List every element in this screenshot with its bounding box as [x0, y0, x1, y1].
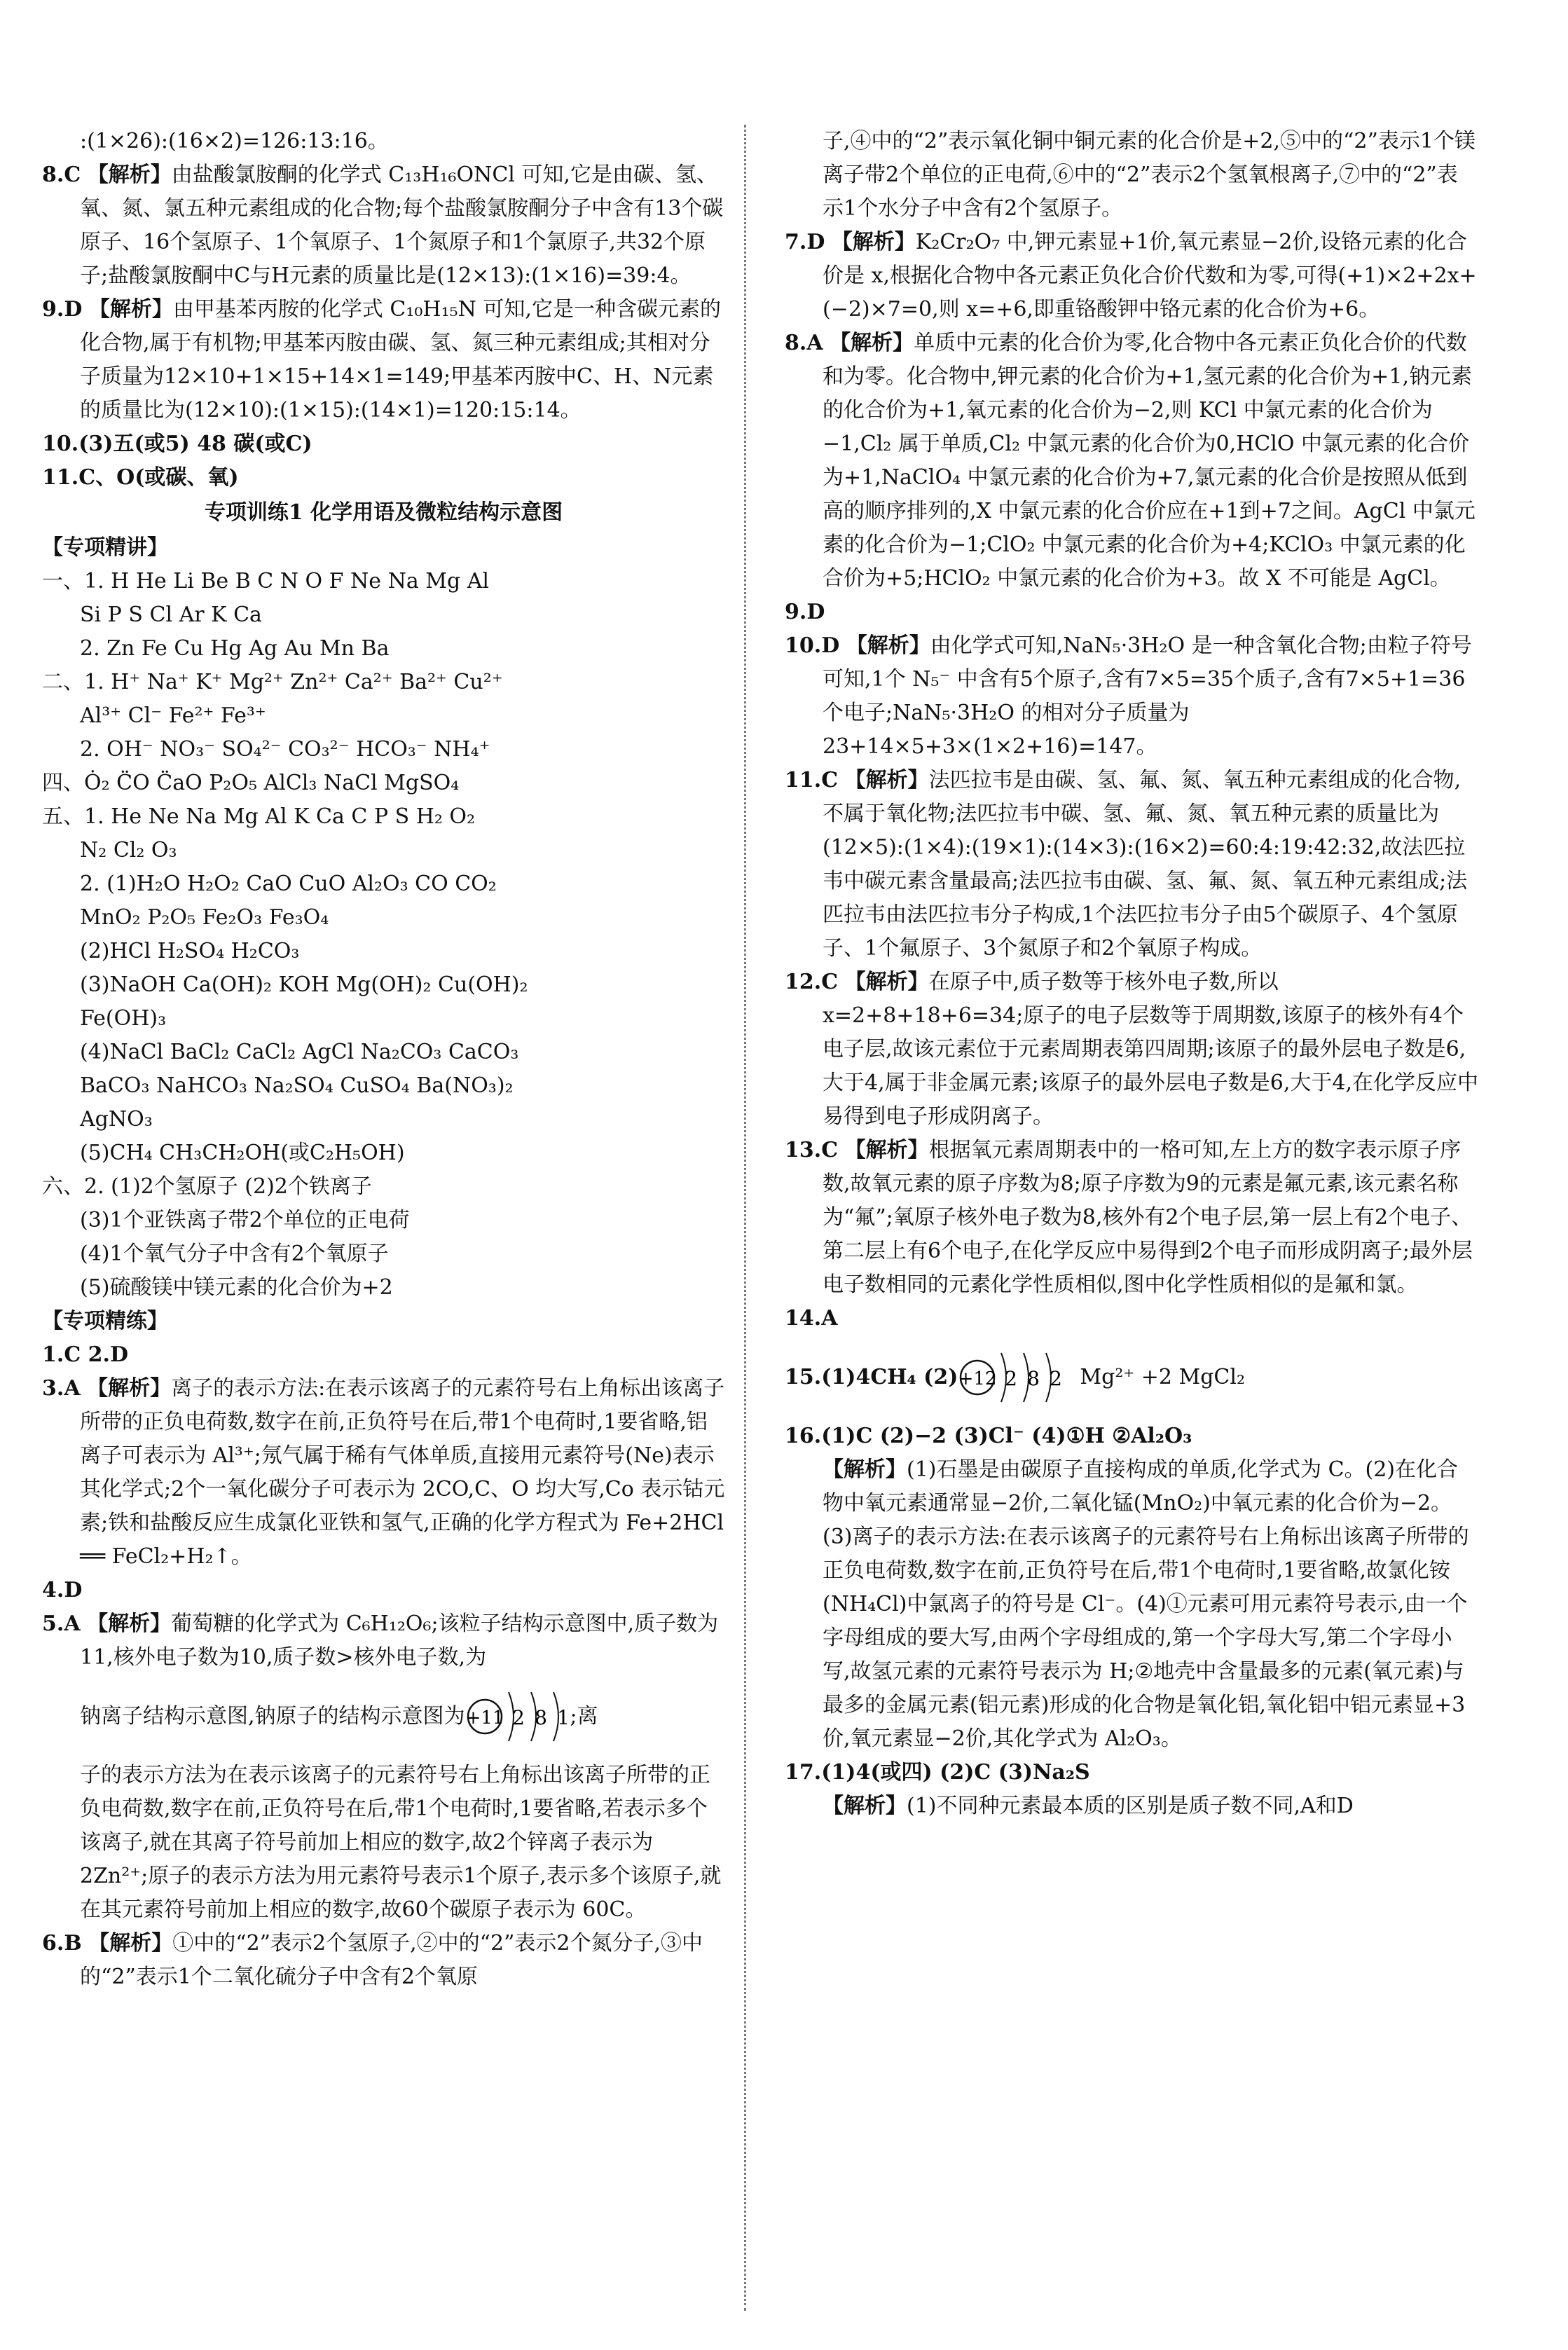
shell-electrons: 2 — [1005, 1367, 1018, 1390]
magnesium-ion-diagram — [958, 1339, 1063, 1416]
analysis-tag: 【解析】 — [846, 633, 930, 658]
answer-17: 17.(1)4(或四) (2)C (3)Na₂S — [785, 1760, 1090, 1785]
elements-line-2: Si P S Cl Ar K Ca — [80, 603, 262, 627]
answer-6-cont: 子,④中的“2”表示氧化铜中铜元素的化合价是+2,⑤中的“2”表示1个镁离子带2个单位的正电荷,⑥中的“2”表示2个氢氧根离子,⑦中的“2”表示1个水分子中含有2个氢原子。 — [823, 129, 1476, 221]
formula-line-11: (5)CH₄ CH₃CH₂OH(或C₂H₅OH) — [80, 1141, 405, 1165]
answer-10: 10.(3)五(或5) 48 碳(或C) — [42, 432, 312, 456]
subsection-jiangjie: 【专项精讲】 — [42, 535, 168, 560]
formula-line-4: MnO₂ P₂O₅ Fe₂O₃ Fe₃O₄ — [80, 905, 329, 930]
analysis-tag: 【解析】 — [830, 331, 914, 355]
formula-line-5: (2)HCl H₂SO₄ H₂CO₃ — [80, 939, 300, 963]
right-column — [785, 125, 1478, 1823]
analysis-tag: 【解析】 — [87, 1376, 172, 1401]
answer-10: 10.D 【解析】由化学式可知,NaN₅·3H₂O 是一种含氧化合物;由粒子符号可知,1个 N₅⁻ 中含有5个原子,含有7×5=35个质子,含有7×5+1=36个电子;NaN₅·3H₂O 的相对分子质量为23+14×5+3×(1×2+16)=147。 — [785, 633, 1472, 759]
answer-13: 13.C 【解析】根据氧元素周期表中的一格可知,左上方的数字表示原子序数,故氧元素的原子序数为8;原子序数为9的元素是氟元素,该元素名称为“氟”;氧原子核外电子数为8,核外有2个电子层,第一层上有2个电子、第二层上有6个电子,在化学反应中易得到2个电子而形成阴离子;最外层电子数相同的元素化学性质相似,图中化学性质相似的是氟和氯。 — [785, 1138, 1473, 1297]
meaning-line-4: (5)硫酸镁中镁元素的化合价为+2 — [80, 1275, 393, 1300]
answer-17-analysis: 【解析】(1)不同种元素最本质的区别是质子数不同,A和D — [823, 1794, 1354, 1818]
analysis-tag: 【解析】 — [844, 768, 929, 792]
analysis-tag: 【解析】 — [844, 1138, 929, 1162]
formula-line-1: 五、1. He Ne Na Mg Al K Ca C P S H₂ O₂ — [42, 804, 476, 829]
left-column — [42, 125, 725, 1994]
shell-electrons: 2 — [1050, 1367, 1063, 1390]
ions-line-2: Al³⁺ Cl⁻ Fe²⁺ Fe³⁺ — [80, 703, 266, 728]
answer-5-cont: 子的表示方法为在表示该离子的元素符号右上角标出该离子所带的正负电荷数,数字在前,正负符号在后,带1个电荷时,1要省略,若表示多个该离子,就在其离子符号前加上相应的数字,故2个锌离子表示为 2Zn²⁺;原子的表示方法为用元素符号表示1个原子,表示多个该原子,就在其元素符号前加上相应的数字,故60个碳原子表示为 60C。 — [80, 1763, 722, 1922]
shell-electrons: 2 — [511, 1706, 525, 1729]
answer-8: 8.A 【解析】单质中元素的化合价为零,化合物中各元素正负化合价的代数和为零。化合物中,钾元素的化合价为+1,氢元素的化合价为+1,钠元素的化合价为+1,氧元素的化合价为−2,则 KCl 中氯元素的化合价为−1,Cl₂ 属于单质,Cl₂ 中氯元素的化合价为0,HClO 中氯元素的化合价为+1,NaClO₄ 中氯元素的化合价为+7,氯元素的化合价是按照从低到高的顺序排列的,X 中氯元素的化合价应在+1到+7之间。AgCl 中氯元素的化合价为−1;ClO₂ 中氯元素的化合价为+4;KClO₃ 中氯元素的化合价为+5;HClO₂ 中氯元素的化合价为+3。故 X 不可能是 AgCl。 — [785, 331, 1476, 591]
shell-electrons: 8 — [1027, 1367, 1040, 1390]
section-heading: 专项训练1 化学用语及微粒结构示意图 — [204, 500, 563, 525]
sodium-atom-line: 钠离子结构示意图,钠原子的结构示意图为 +11 2 8 1 ;离 — [42, 1675, 725, 1759]
answer-16-analysis: 【解析】(1)石墨是由碳原子直接构成的单质,化学式为 C。(2)在化合物中氧元素通常显−2价,二氧化锰(MnO₂)中氧元素的化合价为−2。(3)离子的表示方法:在表示该离子的元素符号右上角标出该离子所带的正负电荷数,数字在前,正负符号在后,带1个电荷时,1要省略,故氯化铵(NH₄Cl)中氯离子的符号是 Cl⁻。(4)①元素可用元素符号表示,由一个字母组成的要大写,由两个字母组成的,第一个字母大写,第二个字母小写,故氢元素的元素符号表示为 H;②地壳中含量最多的元素(氧元素)与最多的金属元素(铝元素)形成的化合物是氧化铝,氧化铝中铝元素显+3价,氧元素显−2价,其化学式为 Al₂O₃。 — [823, 1457, 1469, 1751]
ions-line-1: 二、1. H⁺ Na⁺ K⁺ Mg²⁺ Zn²⁺ Ca²⁺ Ba²⁺ Cu²⁺ — [42, 670, 503, 694]
elements-line-3: 2. Zn Fe Cu Hg Ag Au Mn Ba — [80, 636, 390, 661]
analysis-tag: 【解析】 — [88, 297, 173, 322]
formula-line-3: 2. (1)H₂O H₂O₂ CaO CuO Al₂O₃ CO CO₂ — [80, 872, 497, 896]
formula-line-2: N₂ Cl₂ O₃ — [80, 838, 177, 863]
meaning-line-1: 六、2. (1)2个氢原子 (2)2个铁离子 — [42, 1174, 372, 1199]
nucleus-charge: +12 — [958, 1368, 997, 1389]
formula-line-8: (4)NaCl BaCl₂ CaCl₂ AgCl Na₂CO₃ CaCO₃ — [80, 1040, 519, 1064]
ratio-line: :(1×26):(16×2)=126:13:16。 — [80, 129, 389, 153]
answer-12: 12.C 【解析】在原子中,质子数等于核外电子数,所以 x=2+8+18+6=34;原子的电子层数等于周期数,该原子的核外有4个电子层,故该元素位于元素周期表第四周期;该原子的最外层电子数是6,大于4,属于非金属元素;该原子的最外层电子数是6,大于4,在化学反应中易得到电子形成阴离子。 — [785, 970, 1478, 1129]
formula-line-6: (3)NaOH Ca(OH)₂ KOH Mg(OH)₂ Cu(OH)₂ — [80, 973, 528, 997]
formula-line-7: Fe(OH)₃ — [80, 1006, 167, 1031]
formula-line-9: BaCO₃ NaHCO₃ Na₂SO₄ CuSO₄ Ba(NO₃)₂ — [80, 1073, 514, 1098]
nucleus-charge: +11 — [465, 1707, 504, 1729]
answer-16: 16.(1)C (2)−2 (3)Cl⁻ (4)①H ②Al₂O₃ — [785, 1424, 1192, 1448]
analysis-tag: 【解析】 — [87, 1612, 172, 1636]
answer-6: 6.B 【解析】①中的“2”表示2个氢原子,②中的“2”表示2个氮分子,③中的“2”表示1个二氧化硫分子中含有2个氧原 — [42, 1931, 703, 1989]
meaning-line-3: (4)1个氧气分子中含有2个氧原子 — [80, 1242, 389, 1266]
formula-line-10: AgNO₃ — [80, 1107, 153, 1132]
column-divider — [744, 125, 746, 2311]
subsection-jinglian: 【专项精练】 — [42, 1309, 168, 1333]
ions-line-3: 2. OH⁻ NO₃⁻ SO₄²⁻ CO₃²⁻ HCO₃⁻ NH₄⁺ — [80, 737, 490, 762]
answer-5: 5.A 【解析】葡萄糖的化学式为 C₆H₁₂O₆;该粒子结构示意图中,质子数为11,核外电子数为10,质子数>核外电子数,为 — [42, 1612, 719, 1670]
answer-14: 14.A — [785, 1306, 838, 1331]
sodium-atom-diagram — [465, 1678, 570, 1755]
shell-electrons: 1 — [556, 1706, 570, 1729]
answer-7: 7.D 【解析】K₂Cr₂O₇ 中,钾元素显+1价,氧元素显−2价,设铬元素的化合价是 x,根据化合物中各元素正负化合价代数和为零,可得(+1)×2+2x+(−2)×7=0,则 x=+6,即重铬酸钾中铬元素的化合价为+6。 — [785, 230, 1477, 322]
analysis-tag: 【解析】 — [844, 970, 929, 994]
analysis-tag: 【解析】 — [823, 1457, 907, 1482]
analysis-tag: 【解析】 — [88, 1931, 173, 1956]
analysis-tag: 【解析】 — [831, 230, 916, 254]
answer-9: 9.D 【解析】由甲基苯丙胺的化学式 C₁₀H₁₅N 可知,它是一种含碳元素的化合物,属于有机物;甲基苯丙胺由碳、氢、氮三种元素组成;其相对分子质量为12×10+1×15+14×1=149;甲基苯丙胺中C、H、N元素的质量比为(12×10):(1×15):(14×1)=120:15:14。 — [42, 297, 721, 422]
answer-1-2: 1.C 2.D — [42, 1342, 128, 1367]
answer-11: 11.C 【解析】法匹拉韦是由碳、氢、氟、氮、氧五种元素组成的化合物,不属于氧化物;法匹拉韦中碳、氢、氟、氮、氧五种元素的质量比为(12×5):(1×4):(19×1):(14×3):(16×2)=60:4:19:42:32,故法匹拉韦中碳元素含量最高;法匹拉韦由碳、氢、氟、氮、氧五种元素组成;法匹拉韦由法匹拉韦分子构成,1个法匹拉韦分子由5个碳原子、4个氢原子、1个氟原子、3个氮原子和2个氧原子构成。 — [785, 768, 1468, 961]
analysis-tag: 【解析】 — [823, 1794, 907, 1818]
answer-4: 4.D — [42, 1578, 83, 1602]
valence-line: 四、Ȯ₂ C̈O C̈aO P₂O₅ AlCl₃ NaCl MgSO₄ — [42, 771, 460, 795]
answer-9: 9.D — [785, 600, 825, 624]
answer-3: 3.A 【解析】离子的表示方法:在表示该离子的元素符号右上角标出该离子所带的正负电荷数,数字在前,正负符号在后,带1个电荷时,1要省略,铝离子可表示为 Al³⁺;氖气属于稀有气体单质,直接用元素符号(Ne)表示其化学式;2个一氧化碳分子可表示为 2CO,C、O 均大写,Co 表示钴元素;铁和盐酸反应生成氯化亚铁和氢气,正确的化学方程式为 Fe+2HCl ══ FeCl₂+H₂↑。 — [42, 1376, 725, 1569]
meaning-line-2: (3)1个亚铁离子带2个单位的正电荷 — [80, 1208, 410, 1232]
elements-line-1: 一、1. H He Li Be B C N O F Ne Na Mg Al — [42, 569, 489, 593]
answer-8: 8.C 【解析】由盐酸氯胺酮的化学式 C₁₃H₁₆ONCl 可知,它是由碳、氢、氧、氮、氯五种元素组成的化合物;每个盐酸氯胺酮分子中含有13个碳原子、16个氢原子、1个氧原子、1个氮原子和1个氯原子,共32个原子;盐酸氯胺酮中C与H元素的质量比是(12×13):(1×16)=39:4。 — [42, 163, 724, 288]
answer-11: 11.C、O(或碳、氧) — [42, 465, 239, 490]
analysis-tag: 【解析】 — [87, 163, 172, 187]
answer-15: 15.(1)4CH₄ (2) +12 2 8 2 Mg²⁺ +2 MgCl₂ — [785, 1335, 1478, 1420]
shell-electrons: 8 — [534, 1706, 547, 1729]
